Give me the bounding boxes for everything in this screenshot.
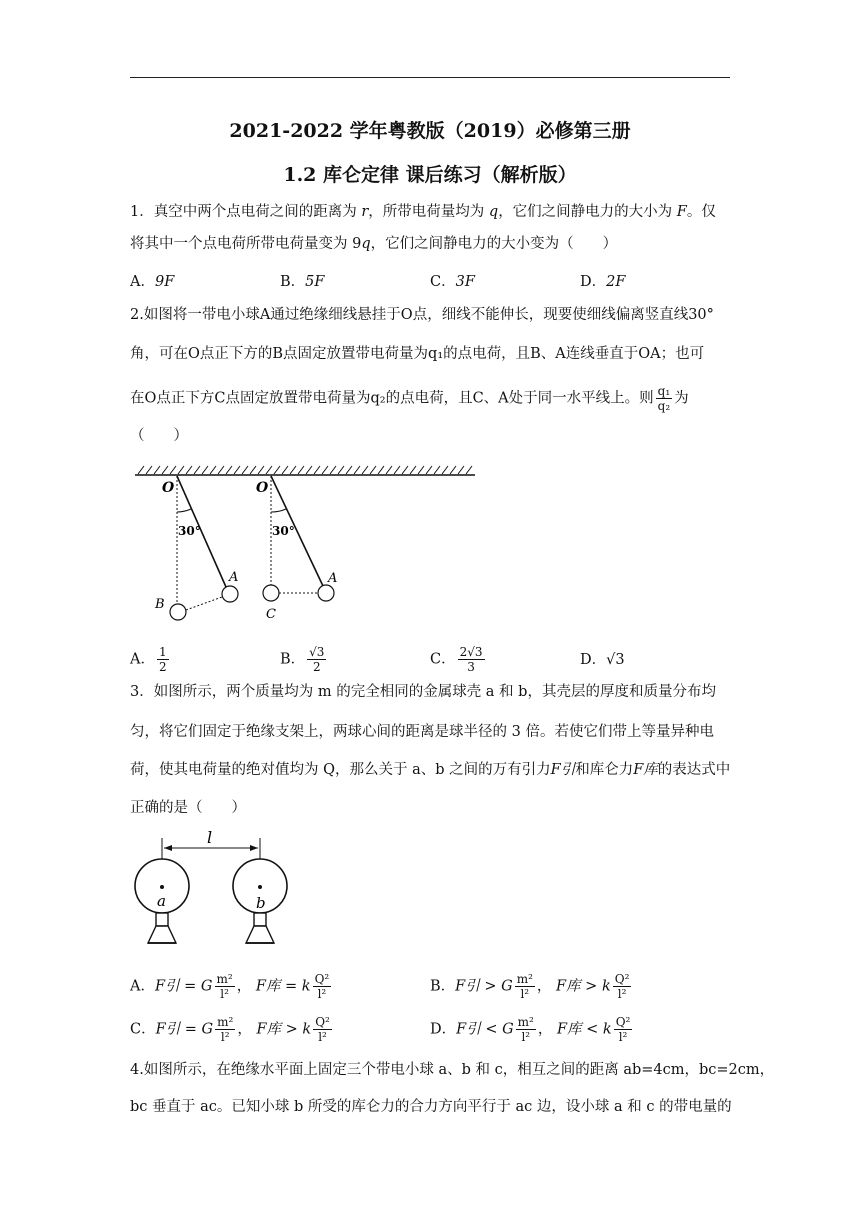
q1-option-d[interactable]: D．2F [580, 274, 626, 290]
label-a-left: A [229, 570, 239, 585]
q1-option-b[interactable]: B．5F [280, 274, 325, 290]
document-subtitle: 1.2 库仑定律 课后练习（解析版） [283, 164, 577, 186]
q1-line1: 1．真空中两个点电荷之间的距离为 r，所带电荷量均为 q，它们之间静电力的大小为 F。仅 [130, 204, 716, 220]
label-angle-right: 30° [272, 524, 295, 538]
q2-pendulum-figure [130, 462, 490, 632]
q3-option-a[interactable]: A．F引 = G $\frac{\text{m²}}{\text{l²}}$ ， F库 = k $\frac{\text{Q²}}{\text{l²}}$ [130, 972, 330, 1001]
q1-option-a[interactable]: A．9F [130, 274, 175, 290]
top-rule [130, 77, 730, 78]
q3-line1: 3．如图所示，两个质量均为 m 的完全相同的金属球壳 a 和 b，其壳层的厚度和质量分布均 [130, 684, 716, 700]
q2-option-a[interactable]: A． $\frac{1}{2}$ [130, 645, 167, 674]
label-o-left: O [162, 480, 175, 496]
distance-marker [162, 828, 260, 862]
label-c: C [266, 607, 276, 622]
q1-option-c[interactable]: C．3F [430, 274, 475, 290]
sphere-b [233, 859, 287, 943]
q2-option-b[interactable]: B． $\frac{√3}{2}$ [280, 645, 325, 674]
q2-line3: 在O点正下方C点固定放置带电荷量为q₂的点电荷，且C、A处于同一水平线上。则 $\frac{\text{q₁}}{\text{q₂}}$ 为 [130, 384, 689, 413]
q2-line2: 角，可在O点正下方的B点固定放置带电荷量为q₁的点电荷，且B、A连线垂直于OA；也可 [130, 346, 705, 362]
q3-line3: 荷，使其电荷量的绝对值均为 Q，那么关于 a、b 之间的万有引力F引和库仑力F库的表达式中 [130, 762, 731, 778]
label-angle-left: 30° [178, 524, 201, 538]
sphere-a [135, 859, 189, 943]
label-l: l [207, 828, 213, 847]
q2-option-c[interactable]: C． $\frac{2√3}{3}$ [430, 645, 483, 674]
q3-option-c[interactable]: C．F引 = G $\frac{\text{m²}}{\text{l²}}$ ， F库 > k $\frac{\text{Q²}}{\text{l²}}$ [130, 1015, 330, 1044]
document-title: 2021-2022 学年粤教版（2019）必修第三册 [229, 120, 631, 142]
label-b: B [155, 597, 165, 612]
q4-line1: 4.如图所示，在绝缘水平面上固定三个带电小球 a、b 和 c，相互之间的距离 ab=4cm，bc=2cm， [130, 1062, 775, 1078]
q3-spheres-figure [130, 828, 310, 958]
q3-line4: 正确的是（ ） [130, 800, 246, 816]
pendulum-right [256, 476, 337, 622]
q2-ratio-fraction: $\frac{\text{q₁}}{\text{q₂}}$ [657, 384, 671, 413]
label-a-right: A [328, 571, 338, 586]
label-o-right: O [256, 480, 269, 496]
q3-line2: 匀，将它们固定于绝缘支架上，两球心间的距离是球半径的 3 倍。若使它们带上等量异种电 [130, 724, 714, 740]
label-b-sphere: b [256, 894, 266, 912]
q4-line2: bc 垂直于 ac。已知小球 b 所受的库仑力的合力方向平行于 ac 边，设小球 a 和 c 的带电量的 [130, 1099, 732, 1115]
pendulum-left [154, 476, 238, 620]
q1-line2: 将其中一个点电荷所带电荷量变为 9q，它们之间静电力的大小变为（ ） [130, 236, 618, 252]
q3-option-d[interactable]: D．F引 < G $\frac{\text{m²}}{\text{l²}}$ ， F库 < k $\frac{\text{Q²}}{\text{l²}}$ [430, 1015, 631, 1044]
label-a: a [157, 892, 166, 910]
ceiling [135, 466, 475, 475]
q2-line4: （ ） [130, 428, 188, 444]
q3-option-b[interactable]: B．F引 > G $\frac{\text{m²}}{\text{l²}}$ ， F库 > k $\frac{\text{Q²}}{\text{l²}}$ [430, 972, 630, 1001]
q2-line1: 2.如图将一带电小球A通过绝缘细线悬挂于O点，细线不能伸长，现要使细线偏离竖直线30° [130, 307, 714, 323]
q2-option-d[interactable]: D．√3 [580, 652, 625, 668]
